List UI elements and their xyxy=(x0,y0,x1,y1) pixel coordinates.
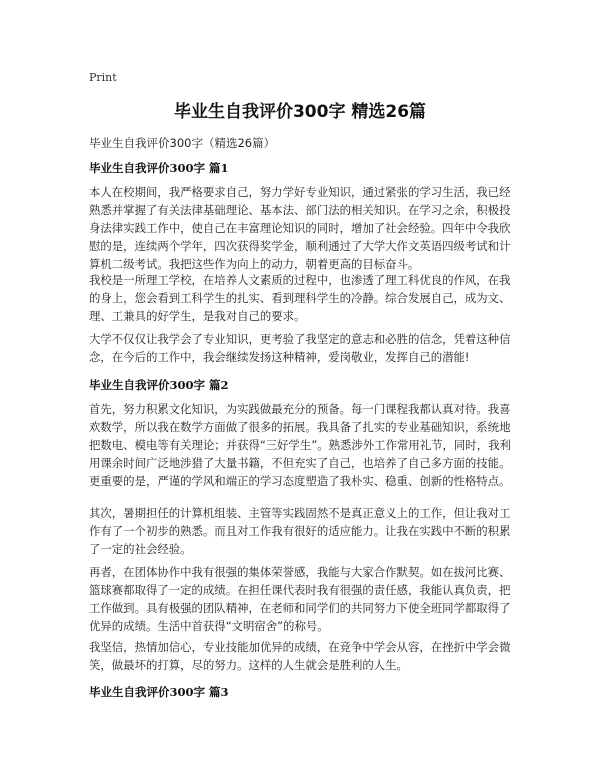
section-1-paragraph-3: 大学不仅仅让我学会了专业知识，更考验了我坚定的意志和必胜的信念，凭着这种信念，在今后的工作中，我会继续发扬这种精神，爱岗敬业，发挥自己的潜能! xyxy=(89,332,511,364)
document-title: 毕业生自我评价300字 精选26篇 xyxy=(173,102,427,122)
section-2-paragraph-2: 其次，暑期担任的计算机组装、主管等实践固然不是真正意义上的工作，但让我对工作有了一个初步的熟悉。而且对工作我有很好的适应能力。让我在实践中不断的积累了一定的社会经验。 xyxy=(89,506,511,556)
print-label[interactable]: Print xyxy=(89,71,117,84)
section-2-paragraph-1: 首先，努力积累文化知识，为实践做最充分的预备。每一门课程我都认真对待。我喜欢数学，所以我在数学方面做了很多的拓展。我具备了扎实的专业基础知识，系统地把数电、模电等有关理论；并获得“三好学生”。熟悉涉外工作常用礼节，同时，我利用课余时间广泛地涉猎了大量书籍，不但充实了自己，也培养了自己多方面的技能。更重要的是，严谨的学风和端正的学习态度塑造了我朴实、稳重、创新的性格特点。 xyxy=(89,402,511,488)
section-1-paragraph-1: 本人在校期间，我严格要求自己，努力学好专业知识，通过紧张的学习生活，我已经熟悉并掌握了有关法律基础理论、基本法、部门法的相关知识。在学习之余，积极投身法律实践工作中，使自己在丰富理论知识的同时，增加了社会经验。四年中令我欣慰的是，连续两个学年，四次获得奖学金，顺利通过了大学大作文英语四级考试和计算机二级考试。我把这些作为向上的动力，朝着更高的目标奋斗。 xyxy=(89,185,511,271)
section-2-paragraph-4: 我坚信，热情加信心，专业技能加优异的成绩，在竞争中学会从容，在挫折中学会微笑，做最坏的打算，尽的努力。这样的人生就会是胜利的人生。 xyxy=(89,640,511,672)
section-2-paragraph-3: 再者，在团体协作中我有很强的集体荣誉感，我能与大家合作默契。如在拔河比赛、篮球赛都取得了一定的成绩。在担任课代表时我有很强的责任感，我能认真负责，把工作做到。具有极强的团队精神，在老师和同学们的共同努力下使全班同学都取得了优异的成绩。生活中首获得“文明宿舍”的称号。 xyxy=(89,565,511,633)
section-heading-3: 毕业生自我评价300字 篇3 xyxy=(89,685,229,699)
section-1-paragraph-2: 我校是一所理工学校，在培养人文素质的过程中，也渗透了理工科优良的作风，在我的身上，您会看到工科学生的扎实、看到理科学生的冷静。综合发展自己，成为文、理、工兼具的好学生，是我对自己的要求。 xyxy=(89,273,511,323)
section-heading-1: 毕业生自我评价300字 篇1 xyxy=(89,161,229,175)
document-subtitle: 毕业生自我评价300字（精选26篇） xyxy=(89,136,276,150)
section-heading-2: 毕业生自我评价300字 篇2 xyxy=(89,378,229,392)
